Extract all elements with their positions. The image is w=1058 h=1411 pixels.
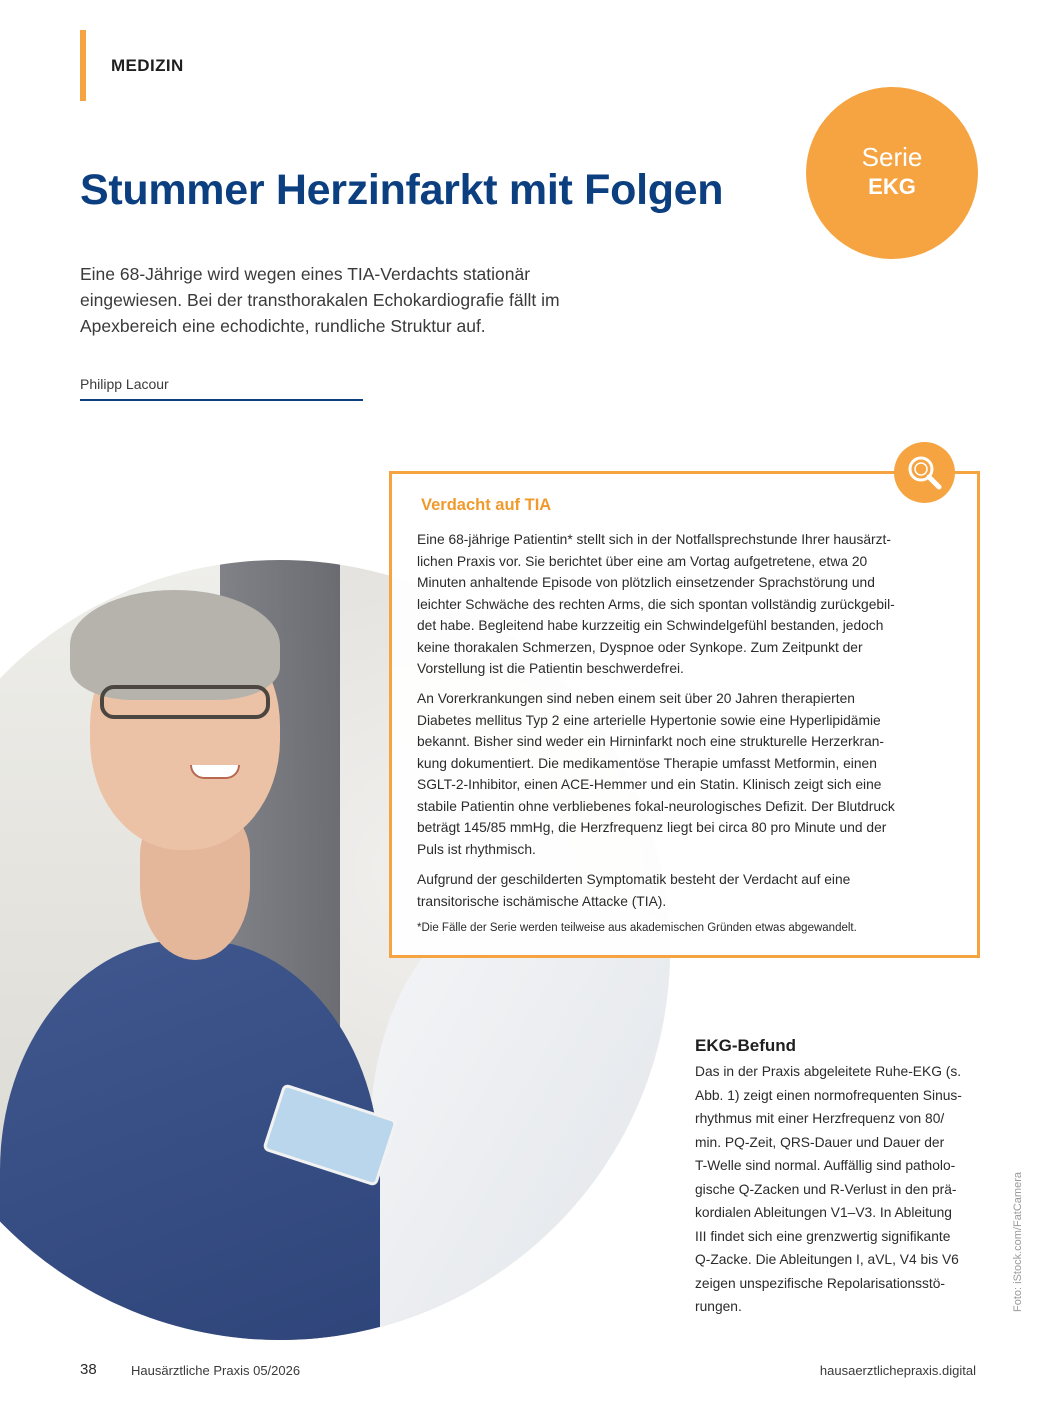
case-line: bekannt. Bisher sind weder ein Hirninfarkt noch eine strukturelle Herzerkran- — [417, 734, 885, 749]
ekg-line: rungen. — [695, 1299, 742, 1314]
ekg-section-title: EKG-Befund — [695, 1036, 797, 1055]
case-line: keine thorakalen Schmerzen, Dyspnoe oder Synkope. Zum Zeitpunkt der — [417, 639, 863, 655]
article-title: Stummer Herzinfarkt mit Folgen — [80, 166, 724, 214]
photo-doctor-coat — [370, 900, 670, 1340]
section-accent-bar — [80, 30, 86, 101]
photo-patient-glasses — [100, 685, 270, 719]
series-badge-line2: EKG — [868, 174, 916, 199]
ekg-line: zeigen unspezifische Repolarisationsstö- — [695, 1275, 946, 1291]
case-paragraph — [417, 869, 957, 912]
case-paragraph — [417, 688, 957, 860]
photo-patient-smile — [190, 765, 240, 779]
lead-line: eingewiesen. Bei der transthorakalen Echokardiografie fällt im — [80, 290, 560, 310]
case-line: An Vorerkrankungen sind neben einem seit über 20 Jahren therapierten — [417, 691, 855, 706]
case-line: transitorische ischämische Attacke (TIA). — [417, 893, 667, 909]
case-line: stabile Patientin ohne verbliebenes fokal-neurologisches Defizit. Der Blutdruck — [417, 798, 895, 814]
article-lead — [80, 261, 640, 339]
case-line: Eine 68-jährige Patientin* stellt sich in der Notfallsprechstunde Ihrer hausärzt- — [417, 532, 891, 547]
case-title: Verdacht auf TIA — [421, 496, 552, 514]
case-line: lichen Praxis vor. Sie berichtet über eine am Vortag aufgetretene, etwa 20 — [417, 553, 868, 569]
ekg-line: gische Q-Zacken und R-Verlust in den prä- — [695, 1181, 957, 1197]
case-line: Diabetes mellitus Typ 2 eine arterielle Hypertonie sowie eine Hyperlipidämie — [417, 712, 881, 728]
ekg-line: Q-Zacke. Die Ableitungen I, aVL, V4 bis V6 — [695, 1252, 959, 1267]
ekg-line: III findet sich eine grenzwertig signifikante — [695, 1228, 951, 1244]
case-line: det habe. Begleitend habe kurzzeitig ein Schwindelgefühl bestanden, jedoch — [417, 618, 884, 633]
ekg-line: min. PQ-Zeit, QRS-Dauer und Dauer der — [695, 1134, 945, 1150]
case-line: Vorstellung ist die Patientin beschwerdefrei. — [417, 661, 684, 676]
photo-patient-hair — [70, 590, 280, 700]
case-line: beträgt 145/85 mmHg, die Herzfrequenz liegt bei circa 80 pro Minute und der — [417, 820, 887, 835]
ekg-line: Das in der Praxis abgeleitete Ruhe-EKG (s. — [695, 1064, 962, 1079]
case-line: kung dokumentiert. Die medikamentöse Therapie umfasst Metformin, einen — [417, 755, 877, 771]
issue-label: Hausärztliche Praxis 05/2026 — [131, 1363, 301, 1378]
author-name: Philipp Lacour — [80, 376, 169, 392]
case-line: leichter Schwäche des rechten Arms, die sich spontan vollständig zurückgebil- — [417, 596, 895, 612]
case-footnote: *Die Fälle der Serie werden teilweise aus akademischen Gründen etwas abgewandelt. — [417, 922, 857, 934]
case-line: Aufgrund der geschilderten Symptomatik besteht der Verdacht auf eine — [417, 872, 851, 887]
case-line: Minuten anhaltende Episode von plötzlich einsetzender Sprachstörung und — [417, 575, 875, 590]
case-line: SGLT-2-Inhibitor, einen ACE-Hemmer und ein Statin. Klinisch zeigt sich eine — [417, 777, 882, 792]
series-badge-line1: Serie — [861, 142, 923, 172]
ekg-section-text — [695, 1060, 980, 1319]
ekg-line: T-Welle sind normal. Auffällig sind patholo- — [695, 1158, 956, 1173]
photo-credit: Foto: iStock.com/FatCamera — [1012, 1172, 1024, 1312]
author-divider — [80, 399, 363, 401]
lead-line: Eine 68-Jährige wird wegen eines TIA-Verdachts stationär — [80, 264, 531, 284]
section-label: MEDIZIN — [111, 56, 184, 75]
ekg-line: kordialen Ableitungen V1–V3. In Ableitung — [695, 1205, 952, 1220]
case-line: Puls ist rhythmisch. — [417, 841, 536, 857]
website-url: hausaerztlichepraxis.digital — [819, 1363, 976, 1378]
ekg-line: rhythmus mit einer Herzfrequenz von 80/ — [695, 1111, 945, 1126]
page-number: 38 — [80, 1361, 97, 1378]
magnifier-icon — [894, 442, 955, 503]
ekg-line: Abb. 1) zeigt einen normofrequenten Sinus- — [695, 1087, 962, 1103]
case-paragraph — [417, 529, 957, 680]
lead-line: Apexbereich eine echodichte, rundliche Struktur auf. — [80, 316, 486, 336]
series-badge — [806, 87, 978, 259]
